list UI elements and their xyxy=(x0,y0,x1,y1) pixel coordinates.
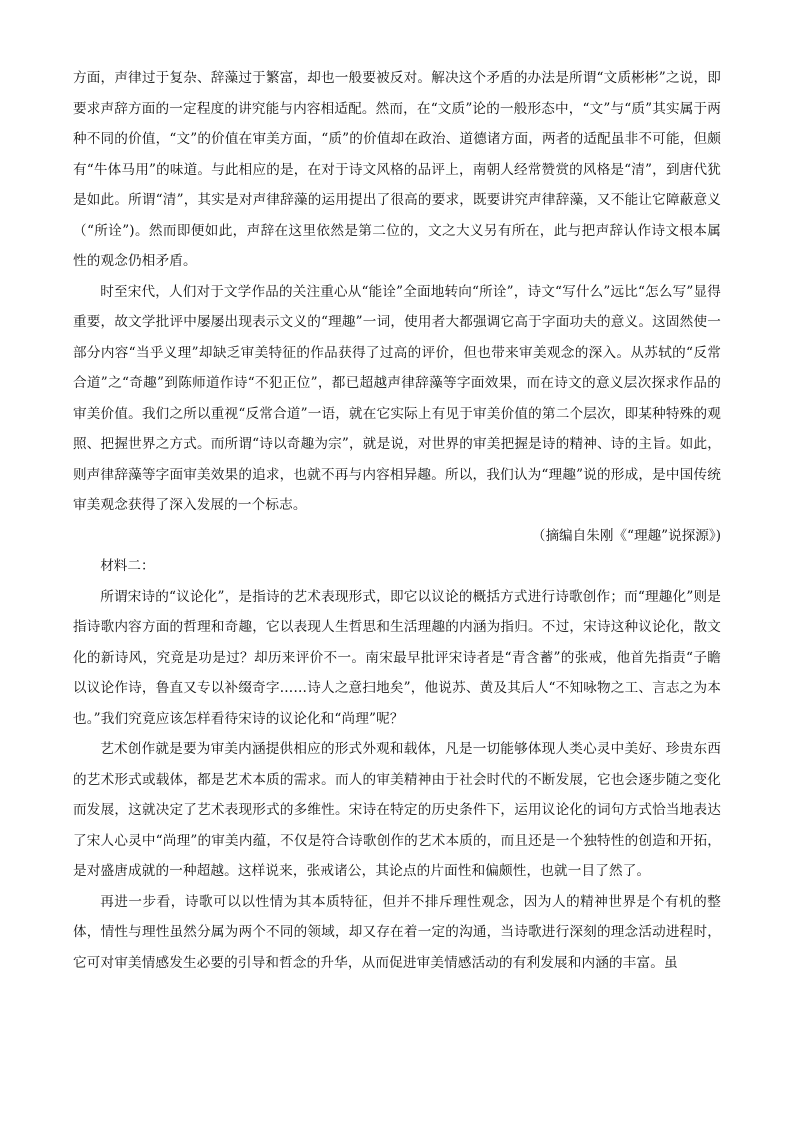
document-page xyxy=(73,63,721,978)
paragraph-1: 方面，声律过于复杂、辞藻过于繁富，却也一般要被反对。解决这个矛盾的办法是所谓“文质彬彬”之说，即要求声辞方面的一定程度的讲究能与内容相适配。然而，在“文质”论的一般形态中，“文”与“质”其实属于两种不同的价值，“文”的价值在审美方面，“质”的价值却在政治、道德诸方面，两者的适配虽非不可能，但颇有“牛体马用”的味道。与此相应的是，在对于诗文风格的品评上，南朝人经常赞赏的风格是“清”，到唐代犹是如此。所谓“清”，其实是对声律辞藻的运用提出了很高的要求，既要讲究声律辞藻，又不能让它障蔽意义（“所诠”)。然而即便如此，声辞在这里依然是第二位的，文之大义另有所在，此与把声辞认作诗文根本属性的观念仍相矛盾。 xyxy=(73,70,721,269)
paragraph-5: 再进一步看，诗歌可以以性情为其本质特征，但并不排斥理性观念，因为人的精神世界是个有机的整体，情性与理性虽然分属为两个不同的领域，却又存在着一定的沟通，当诗歌进行深刻的理念活动进程时，它可对审美情感发生必要的引导和哲念的升华，从而促进审美情感活动的有利发展和内涵的丰富。虽 xyxy=(73,893,721,971)
source-citation: （摘编自朱刚《“理趣”说探源》) xyxy=(531,527,721,544)
material-label: 材料二： xyxy=(100,558,155,574)
paragraph-4: 艺术创作就是要为审美内涵提供相应的形式外观和载体，凡是一切能够体现人类心灵中美好、珍贵东西的艺术形式或载体，都是艺术本质的需求。而人的审美精神由于社会时代的不断发展，它也会逐步随之变化而发展，这就决定了艺术表现形式的多维性。宋诗在特定的历史条件下，运用议论化的词句方式恰当地表达了宋人心灵中“尚理”的审美内蕴，不仅是符合诗歌创作的艺术本质的，而且还是一个独特性的创造和开拓，是对盛唐成就的一种超越。这样说来，张戒诸公，其论点的片面性和偏颇性，也就一目了然了。 xyxy=(73,741,721,879)
paragraph-2: 时至宋代，人们对于文学作品的关注重心从“能诠”全面地转向“所诠”，诗文“写什么”远比“怎么写”显得重要，故文学批评中屡屡出现表示文义的“理趣”一词，使用者大都强调它高于字面功夫的意义。这固然使一部分内容“当乎义理”却缺乏审美特征的作品获得了过高的评价，但也带来审美观念的深入。从苏轼的“反常合道”之“奇趣”到陈师道作诗“不犯正位”，都已超越声律辞藻等字面效果，而在诗文的意义层次探求作品的审美价值。我们之所以重视“反常合道”一语，就在它实际上有见于审美价值的第二个层次，即某种特殊的观照、把握世界之方式。而所谓“诗以奇趣为宗”，就是说，对世界的审美把握是诗的精神、诗的主旨。如此，则声律辞藻等字面审美效果的追求，也就不再与内容相异趣。所以，我们认为“理趣”说的形成，是中国传统审美观念获得了深入发展的一个标志。 xyxy=(73,283,721,513)
paragraph-3: 所谓宋诗的“议论化”，是指诗的艺术表现形式，即它以议论的概括方式进行诗歌创作；而“理趣化”则是指诗歌内容方面的哲理和奇趣，它以表现人生哲思和生活理趣的内涵为指归。不过，宋诗这种议论化，散文化的新诗风，究竟是功是过？却历来评价不一。南宋最早批评宋诗者是“青含蓄”的张戒，他首先指责“子瞻以议论作诗，鲁直又专以补缀奇字……诗人之意扫地矣”，他说苏、黄及其后人“不知咏物之工、言志之为本也。”我们究竟应该怎样看待宋诗的议论化和“尚理”呢？ xyxy=(73,588,721,727)
